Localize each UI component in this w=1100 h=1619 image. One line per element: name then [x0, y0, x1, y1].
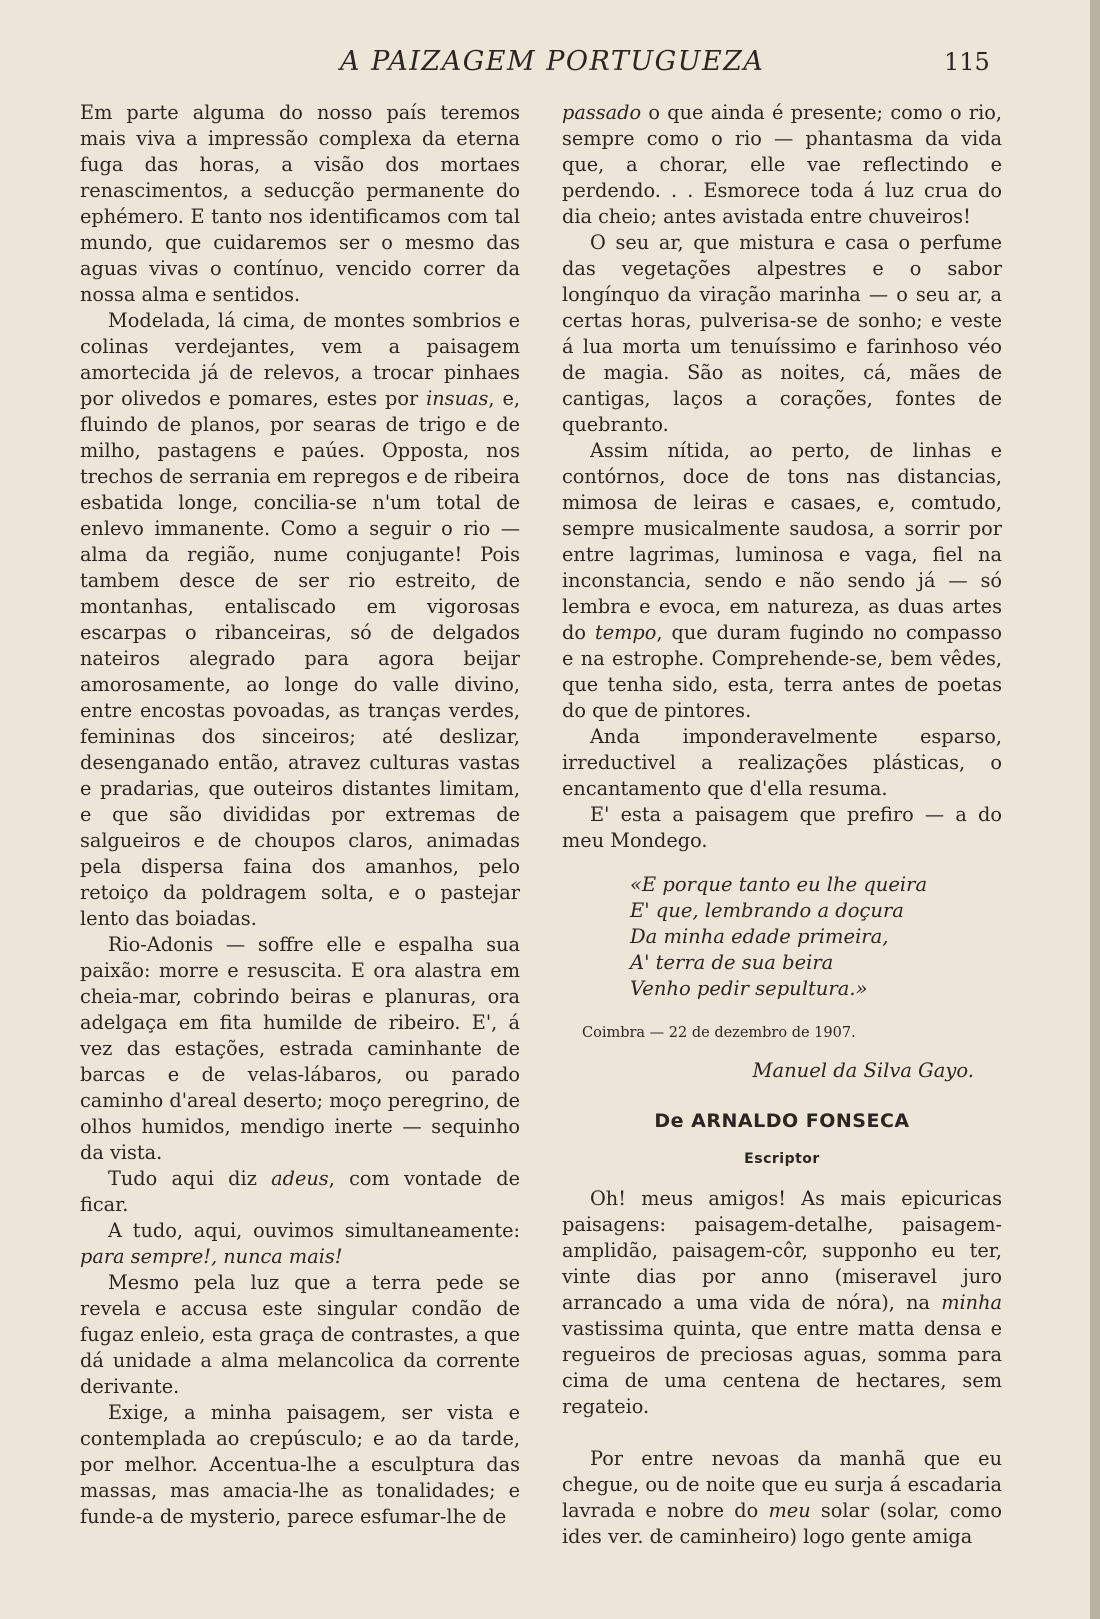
paragraph: Tudo aqui diz adeus, com vontade de ficar.	[80, 1167, 520, 1216]
right-column-text-bottom	[562, 1186, 1002, 1550]
page-header	[0, 44, 1100, 84]
verse-line: Da minha edade primeira,	[630, 925, 889, 948]
author-signature: Manuel da Silva Gayo.	[752, 1059, 974, 1082]
paragraph: Anda imponderavelmente esparso, irreductivel a realizações plásticas, o encantamento que d'ella resuma.	[562, 725, 1002, 800]
paragraph: Oh! meus amigos! As mais epicuricas paisagens: paisagem-detalhe, paisagem-amplidão, paisagem-côr, supponho eu ter, vinte dias por anno (miseravel juro arrancado a uma vida de nóra), na minha vastissima quinta, que entre matta densa e regueiros de preciosas aguas, somma para cima de uma centena de hectares, sem regateio.	[562, 1187, 1002, 1418]
verse-line: «E porque tanto eu lhe queira	[630, 873, 928, 896]
paragraph: Assim nítida, ao perto, de linhas e contórnos, doce de tons nas distancias, mimosa de leiras e casaes, e, comtudo, sempre musicalmente saudosa, a sorrir por entre lagrimas, luminosa e vaga, fiel na inconstancia, sendo e não sendo já — só lembra e evoca, em natureza, as duas artes do tempo, que duram fugindo no compasso e na estrophe. Comprehende-se, bem vêdes, que tenha sido, esta, terra antes de poetas do que de pintores.	[562, 439, 1002, 722]
right-column-text-top	[562, 100, 1002, 854]
verse-line: E' que, lembrando a doçura	[630, 899, 904, 922]
verse-line: A' terra de sua beira	[630, 951, 834, 974]
running-title: A PAIZAGEM PORTUGUEZA	[340, 46, 765, 77]
section-subheading: Escriptor	[744, 1151, 820, 1167]
paragraph: Modelada, lá cima, de montes sombrios e colinas verdejantes, vem a paisagem amortecida já de relevos, a trocar pinhaes por olivedos e pomares, estes por insuas, e, fluindo de planos, por searas de trigo e de milho, pastagens e paúes. Opposta, nos trechos de serrania em repregos e de ribeira esbatida longe, concilia-se n'um total de enlevo immanente. Como a seguir o rio — alma da região, nume conjugante! Pois tambem desce de ser rio estreito, de montanhas, entaliscado em vigorosas escarpas o ribanceiras, só de delgados nateiros alegrado para agora beijar amorosamente, ao longe do valle divino, entre encostas povoadas, as tranças verdes, femininas dos sinceiros; até deslizar, desenganado então, atravez culturas vastas e pradarias, que outeiros distantes limitam, e que são divididas por extremas de salgueiros e de choupos claros, animadas pela dispersa faina dos amanhos, pelo retoiço da poldragem solta, e o pastejar lento das boiadas.	[80, 309, 520, 930]
paragraph: Em parte alguma do nosso país teremos mais viva a impressão complexa da eterna fuga das horas, a visão dos mortaes renascimentos, a seducção permanente do ephémero. E tanto nos identificamos com tal mundo, que cuidaremos ser o mesmo das aguas vivas o contínuo, vencido correr da nossa alma e sentidos.	[80, 101, 520, 306]
paragraph: passado o que ainda é presente; como o rio, sempre como o rio — phantasma da vida que, a chorar, elle vae reflectindo e perdendo. . . Esmorece toda á luz crua do dia cheio; antes avistada entre chuveiros!	[562, 101, 1002, 228]
verse-line: Venho pedir sepultura.»	[630, 977, 868, 1000]
left-column	[80, 100, 520, 1530]
paragraph: Exige, a minha paisagem, ser vista e contemplada ao crepúsculo; e ao da tarde, por melhor. Accentua-lhe a esculptura das massas, mas amacia-lhe as tonalidades; e funde-a de mysterio, parece esfumar-lhe de	[80, 1401, 520, 1528]
verse-quotation	[630, 872, 1002, 1002]
paragraph: A tudo, aqui, ouvimos simultaneamente: para sempre!, nunca mais!	[80, 1219, 520, 1268]
paragraph: O seu ar, que mistura e casa o perfume das vegetações alpestres e o sabor longínquo da viração marinha — o seu ar, a certas horas, pulverisa-se de sonho; e veste á lua morta um tenuíssimo e farinhoso véo de magia. São as noites, cá, mães de cantigas, laços a corações, fontes de quebranto.	[562, 231, 1002, 436]
paragraph: Por entre nevoas da manhã que eu chegue, ou de noite que eu surja á escadaria lavrada e nobre do meu solar (solar, como ides ver. de caminheiro) logo gente amiga	[562, 1447, 1002, 1548]
paragraph: Mesmo pela luz que a terra pede se revela e accusa este singular condão de fugaz enleio, esta graça de contrastes, a que dá unidade a alma melancolica da corrente derivante.	[80, 1271, 520, 1398]
paragraph: E' esta a paisagem que prefiro — a do meu Mondego.	[562, 803, 1002, 852]
place-date: Coimbra — 22 de dezembro de 1907.	[582, 1025, 856, 1041]
paragraph: Rio-Adonis — soffre elle e espalha sua paixão: morre e resuscita. E ora alastra em cheia-mar, cobrindo beiras e planuras, ora adelgaça em fita humilde de ribeiro. E', á vez das estações, estrada caminhante de barcas e de velas-lábaros, ou parado caminho d'areal deserto; moço peregrino, de olhos humidos, mendigo inerte — sequinho da vista.	[80, 933, 520, 1164]
page-edge	[1090, 0, 1100, 1619]
section-heading: De ARNALDO FONSECA	[654, 1110, 910, 1132]
page-number: 115	[944, 48, 990, 76]
right-column	[562, 100, 1002, 1550]
